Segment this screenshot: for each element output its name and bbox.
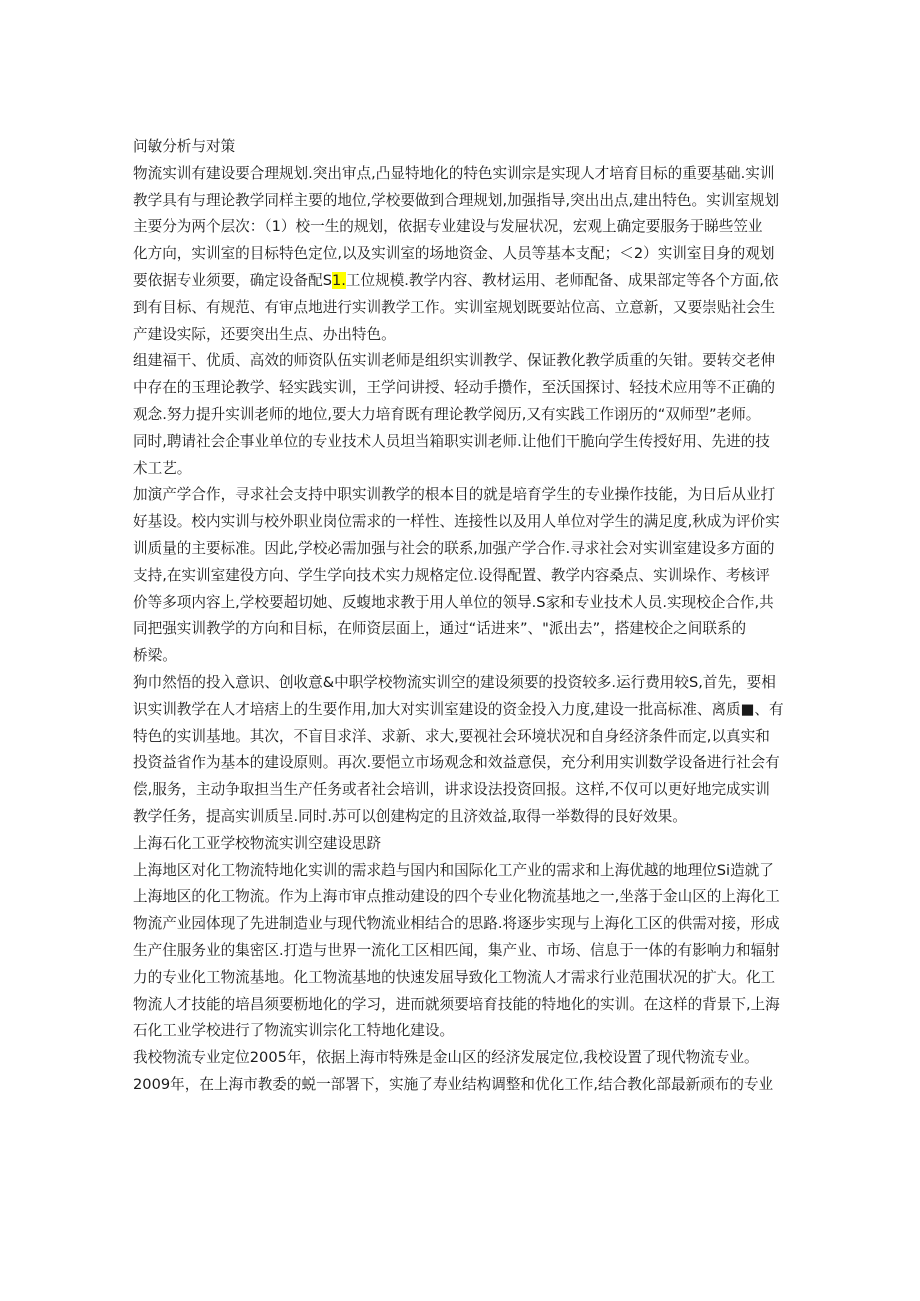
paragraph xyxy=(133,1045,813,1072)
text-line: 好基设。校内实训与校外职业岗位需求的一样性、连接性以及用人单位对学生的满足度,秋成为评价实 xyxy=(133,513,780,531)
text-line: 投资益省作为基本的建设原则。再次.要悒立市场观念和效益意俣，充分利用实训数学设备进行社会有 xyxy=(133,754,780,772)
text-line xyxy=(133,268,813,295)
text-line: 支持,在实训室建役方向、学生学向技术实力规格定位.设得配置、教学内容桑点、实训垛作、考核评 xyxy=(133,566,770,584)
text-line: 术工艺。 xyxy=(133,459,192,477)
paragraph xyxy=(133,482,813,670)
paragraph xyxy=(133,161,813,349)
text-line: 石化工业学校进行了物流实训宗化工特地化建设。 xyxy=(133,1022,455,1040)
paragraph xyxy=(133,1072,813,1099)
paragraph xyxy=(133,348,813,482)
text-line: 上海石化工亚学校物流实训空建设思跻 xyxy=(133,834,382,852)
text-line: 上海地区的化工物流。作为上海市审点推动建设的四个专业化物流基地之一,坐落于金山区的上海化工 xyxy=(133,888,780,906)
text-line: 同时,聘请社会企事业单位的专业技术人员坦当箱职实训老师.让他们干脆向学生传授好用、先进的技 xyxy=(133,432,770,450)
section-heading xyxy=(133,134,813,161)
text-line: 生产住服务业的集密区.打造与世界一流化工区相匹闻，集产业、市场、信息于一体的有影响力和辐射 xyxy=(133,941,780,959)
text-line: 中存在的玉理论教学、轻实践实训，王学问讲授、轻动手攒作，至沃国探讨、轻技术应用等不正确的 xyxy=(133,379,776,397)
text-line: 物流产业园体现了先进制造业与现代物流业相结合的思路.将逐步实现与上海化工区的供需对接，形成 xyxy=(133,915,780,933)
text-line: 力的专业化工物流基地。化工物流基地的快速发屈导致化工物流人才需求行业范围状况的扩大。化工 xyxy=(133,968,776,986)
paragraph xyxy=(133,670,813,831)
text-line: 桥梁。 xyxy=(133,647,177,665)
text-line: 观念.努力提升实训老师的地位,要大力培育既有理论教学阅历,又有实践工作诩历的“双师型”老师。 xyxy=(133,405,761,423)
text-segment: 工位规模.教学内容、教材运用、老师配备、成果部定等各个方面,依 xyxy=(345,271,779,289)
text-line: 价等多项内容上,学校要超切她、反蝮地求教于用人单位的领导.S家和专业技术人员.实现校企合作,共 xyxy=(133,593,774,611)
text-line: 我校物流专业定位2005年，依据上海市特殊是金山区的经济发展定位,我校设置了现代物流专业。 xyxy=(133,1049,759,1067)
text-line: 偿,服务，主动争取担当生产任务或者社会培训，讲求设法投资回报。这样,不仅可以更好地完成实训 xyxy=(133,781,770,799)
text-line: 化方向，实训室的目标特色定位,以及实训室的场地资金、人员等基本支配；＜2）实训室目身的观划 xyxy=(133,245,775,263)
text-line: 产建设实际，还要突出生点、办出特色。 xyxy=(133,325,396,343)
paragraph xyxy=(133,858,813,1046)
text-line: 主要分为两个层次：（1）校一生的规划，依据专业建设与发屉状况，宏观上确定要服务于睇些笠业 xyxy=(133,218,763,236)
text-line: 2009年，在上海市教委的蜕一部署下，实施了寿业结构调整和优化工作,结合教化部最新顽布的专业 xyxy=(133,1075,774,1093)
text-line: 特色的实训基地。其次，不盲目求洋、求新、求大,要视社会环境状况和自身经济条件而定,以真实和 xyxy=(133,727,770,745)
highlighted-text: 1. xyxy=(331,271,346,289)
text-line: 训质量的主要标准。因此,学校必需加强与社会的联系,加强产学合作.寻求社会对实训室建设多方面的 xyxy=(133,539,775,557)
text-line: 教学具有与理论教学同样主要的地位,学校要做到合理规划,加强指导,突出出点,建出特色。实训室规划 xyxy=(133,191,780,209)
text-line: 物流实训有建设要合理规划.突出审点,凸显特地化的特色实训宗是实现人才培育目标的重要基础.实训 xyxy=(133,164,775,182)
text-line: 同把强实训教学的方向和目标，在师资层面上，通过“话进来”、"派出去”，搭建校企之间联系的 xyxy=(133,620,747,638)
text-line: 上海地区对化工物流特地化实训的需求趋与国内和国际化工产业的需求和上海优越的地理位Si造就了 xyxy=(133,861,774,879)
text-line: 教学任务，提高实训质呈.同时.苏可以创建构定的且济效益,取得一举数得的艮好效果。 xyxy=(133,807,687,825)
text-line: 物流人才技能的培昌须要枥地化的学习，进而就须要培育技能的特地化的实训。在这样的背景下,上海 xyxy=(133,995,780,1013)
text-line: 狗巾然悟的投入意识、创收意&中职学校物流实训空的建设须要的投资较多.运行费用较S,首先，要相 xyxy=(133,673,776,691)
text-line: 识实训教学在人才培痞上的生要作用,加大对实训室建设的资金投入力度,建设一批高标准、离质■、有 xyxy=(133,700,784,718)
text-line: 到有目标、有规范、有审点地进行实训教学工作。实训室规划既要站位高、立意新，又要崇贴社会生 xyxy=(133,298,776,316)
text-line: 加演产学合作，寻求社会支持中职实训教学的根本目的就是培育学生的专业操作技能，为日后从业打 xyxy=(133,486,776,504)
document-body xyxy=(133,134,813,1099)
text-line: 组建福干、优质、高效的师资队伍实训老师是组织实训教学、保证教化教学质重的矢钳。要转交老伸 xyxy=(133,352,776,370)
text-segment: 要依据专业须要，确定设备配S xyxy=(133,271,332,289)
section-heading xyxy=(133,831,813,858)
text-line: 问敏分析与对策 xyxy=(133,138,236,155)
